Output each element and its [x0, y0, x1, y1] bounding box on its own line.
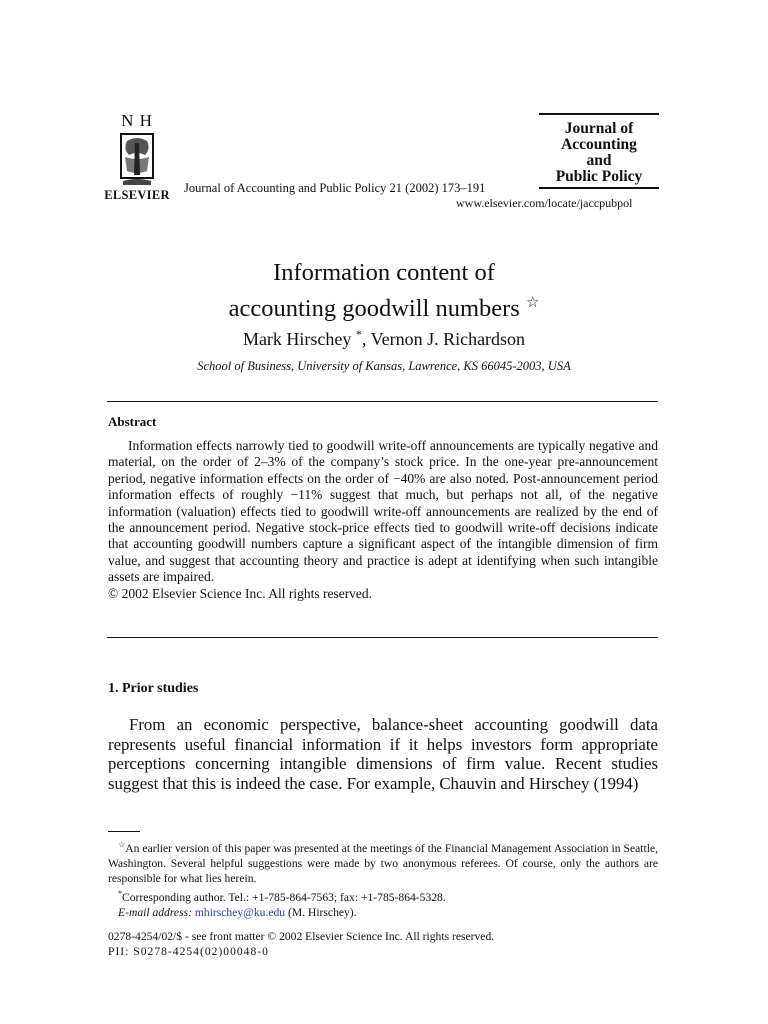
abstract-heading: Abstract — [108, 414, 157, 429]
section-paragraph: From an economic perspective, balance-sheet accounting goodwill data represents useful financial information if it helps investors form appropriate perceptions concerning intangible dimensions of firm value. Recent studies suggest that this is indeed the case. For example, Chauvin and Hirschey (1994) — [108, 715, 658, 793]
footnote-corresponding — [108, 886, 658, 905]
authors — [0, 327, 768, 350]
pii-line: PII: S0278-4254(02)00048-0 — [108, 945, 269, 958]
title-line-1: Information content of — [273, 259, 495, 286]
affiliation: School of Business, University of Kansas, Lawrence, KS 66045-2003, USA — [197, 359, 571, 373]
elsevier-logo — [104, 112, 170, 203]
journal-title-line: Journal of — [564, 120, 634, 137]
footnotes — [108, 837, 658, 920]
front-matter-line: 0278-4254/02/$ - see front matter © 2002 Elsevier Science Inc. All rights reserved. — [108, 930, 495, 943]
author-hirschey: Mark Hirschey — [242, 329, 352, 349]
email-suffix: (M. Hirschey). — [287, 905, 357, 919]
email-link[interactable]: mhirschey@ku.edu — [194, 905, 286, 919]
footnote-corr-mark: * — [118, 888, 122, 898]
journal-title-line: and — [586, 152, 612, 169]
footnote-star — [108, 837, 658, 886]
elsevier-tree-icon — [117, 131, 157, 187]
title-line-2-text: accounting goodwill numbers — [228, 295, 520, 323]
footnote-star-text: An earlier version of this paper was presented at the meetings of the Financial Management Association in Seattle, Washington. Several helpful suggestions were made by two anonymous referees. Of course, only the authors are responsible for what lies herein. — [108, 841, 658, 885]
journal-title-line: Public Policy — [555, 168, 643, 185]
journal-title-box — [539, 113, 659, 189]
abstract-bottom-rule — [107, 637, 658, 638]
abstract-body — [108, 438, 658, 602]
title-line-2 — [0, 288, 768, 324]
footnote-email — [108, 905, 658, 920]
footnote-star-mark: ☆ — [118, 840, 126, 849]
abstract-paragraph: Information effects narrowly tied to goodwill write-off announcements are typically negative and material, on the order of 2–3% of the company’s stock price. In the one-year pre-announcement period, negative information effects on the order of −40% are also noted. Post-announcement period information effects of roughly −11% suggest that much, but perhaps not all, of the negative information (valuation) effects tied to goodwill write-off announcements are realized by the end of the announcement period. Negative stock-price effects tied to goodwill write-off decisions indicate that accounting goodwill numbers capture a significant aspect of the intangible dimension of firm value, and suggest that accounting theory and practice is adept at identifying when such intangible assets are impaired. — [108, 438, 658, 585]
author-richardson: , Vernon J. Richardson — [361, 329, 526, 349]
journal-url[interactable]: www.elsevier.com/locate/jaccpubpol — [456, 196, 633, 210]
journal-citation: Journal of Accounting and Public Policy 21 (2002) 173–191 — [184, 181, 486, 195]
publisher-name: ELSEVIER — [104, 188, 170, 202]
abstract-top-rule — [107, 401, 658, 402]
corresponding-author-mark[interactable]: * — [355, 327, 362, 341]
abstract-copyright: © 2002 Elsevier Science Inc. All rights reserved. — [108, 585, 373, 601]
section-body — [108, 715, 658, 793]
email-label: E-mail address: — [118, 905, 192, 919]
front-matter — [108, 929, 494, 959]
section-heading: 1. Prior studies — [108, 681, 199, 696]
journal-title-line: Accounting — [561, 136, 637, 153]
title-footnote-mark[interactable]: ☆ — [525, 295, 540, 311]
article-title — [0, 257, 768, 324]
footnote-rule — [108, 831, 140, 832]
footnote-corr-text: Corresponding author. Tel.: +1-785-864-7563; fax: +1-785-864-5328. — [122, 890, 446, 904]
logo-nh-text: N H — [121, 111, 153, 130]
